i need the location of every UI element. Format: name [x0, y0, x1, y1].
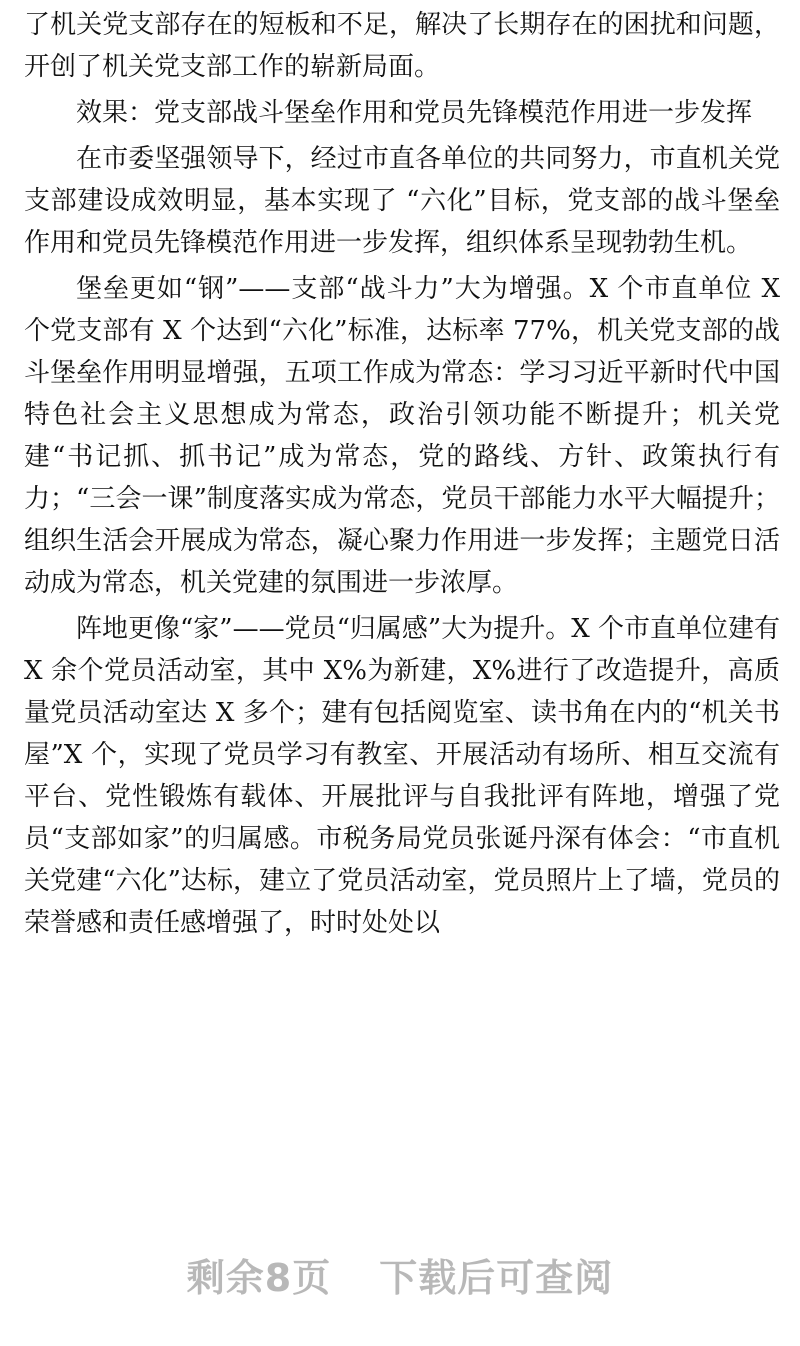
paragraph-overview: 在市委坚强领导下，经过市直各单位的共同努力，市直机关党支部建设成效明显，基本实现了 “六化”目标，党支部的战斗堡垒作用和党员先锋模范作用进一步发挥，组织体系呈现勃勃生机。 — [24, 144, 780, 258]
paragraph-fortress: 堡垒更如“钢”——支部“战斗力”大为增强。X 个市直单位 X 个党支部有 X 个达到“六化”标准，达标率 77%，机关党支部的战斗堡垒作用明显增强，五项工作成为常态：学习习近平新时代中国特色社会主义思想成为常态，政治引领功能不断提升；机关党建“书记抓、抓书记”成为常态，党的路线、方针、政策执行有力；“三会一课”制度落实成为常态，党员干部能力水平大幅提升；组织生活会开展成为常态，凝心聚力作用进一步发挥；主题党日活动成为常态，机关党建的氛围进一步浓厚。 — [24, 274, 780, 598]
paragraph-home: 阵地更像“家”——党员“归属感”大为提升。X 个市直单位建有 X 余个党员活动室，其中 X%为新建，X%进行了改造提升，高质量党员活动室达 X 多个；建有包括阅览室、读书角在内的“机关书屋”X 个，实现了党员学习有教室、开展活动有场所、相互交流有平台、党性锻炼有载体、开展批评与自我批评有阵地，增强了党员“支部如家”的归属感。市税务局党员张诞丹深有体会：“市直机关党建“六化”达标，建立了党员活动室，党员照片上了墙，党员的荣誉感和责任感增强了，时时处处以 — [24, 614, 780, 938]
paragraph-continuation: 了机关党支部存在的短板和不足，解决了长期存在的困扰和问题，开创了机关党支部工作的崭新局面。 — [24, 10, 780, 82]
download-hint-label: 下载后可查阅 — [379, 1255, 614, 1300]
paragraph-effect-heading: 效果：党支部战斗堡垒作用和党员先锋模范作用进一步发挥 — [76, 98, 753, 128]
document-body — [24, 4, 780, 948]
remaining-pages-label: 剩余8页 — [186, 1255, 332, 1300]
download-banner[interactable] — [0, 1244, 800, 1304]
